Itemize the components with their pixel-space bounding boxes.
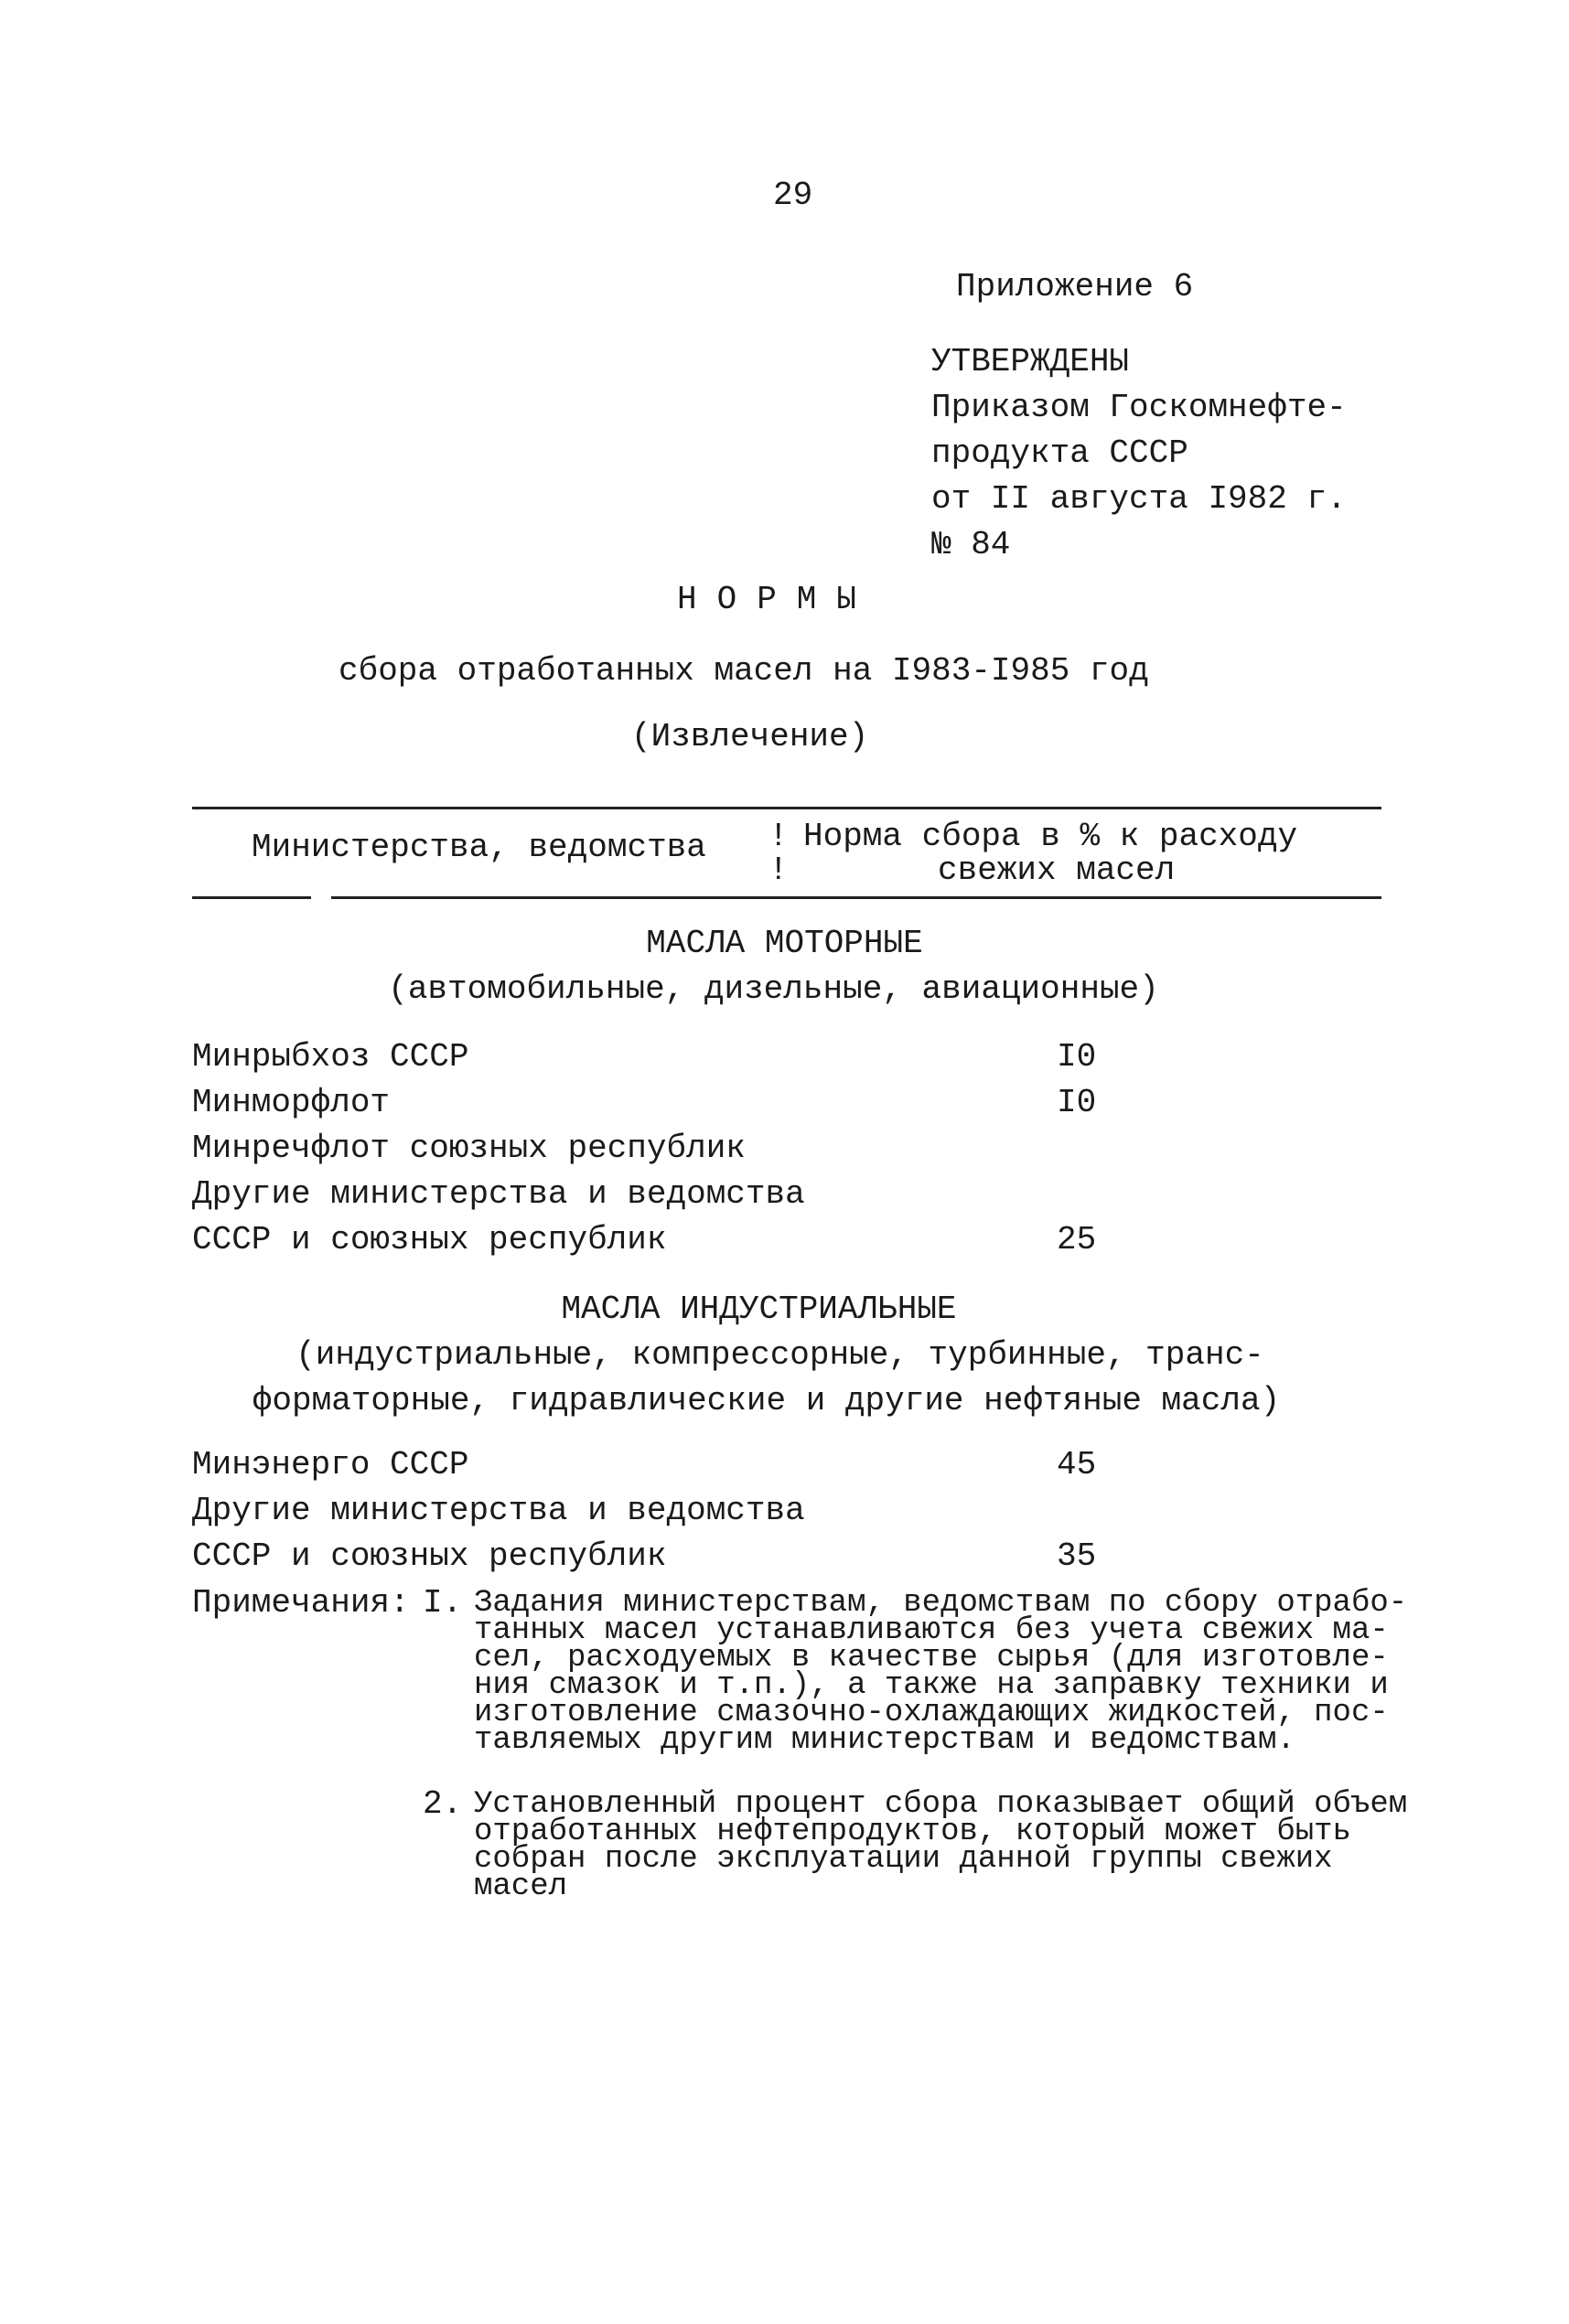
section-subtitle: (индустриальные, компрессорные, турбинные, транс-: [296, 1336, 1264, 1374]
note-number: I.: [423, 1584, 463, 1622]
table-row-value: I0: [1057, 1038, 1097, 1076]
table-row-value: 25: [1057, 1221, 1097, 1258]
note-line: Установленный процент сбора показывает общий объем: [474, 1787, 1408, 1822]
section-title-industrial-oils: МАСЛА ИНДУСТРИАЛЬНЫЕ: [561, 1291, 957, 1328]
table-row-label: СССР и союзных республик: [192, 1537, 667, 1575]
table-top-rule: [192, 807, 1381, 809]
approval-block: [931, 340, 1347, 569]
note-line: ния смазок и т.п.), а также на заправку техники и: [474, 1668, 1389, 1703]
note-line: изготовление смазочно-охлаждающих жидкостей, пос-: [474, 1696, 1389, 1730]
note-line: сел, расходуемых в качестве сырья (для изготовле-: [474, 1641, 1389, 1676]
table-row-label: Минморфлот: [192, 1084, 391, 1121]
section-subtitle: форматорные, гидравлические и другие нефтяные масла): [252, 1382, 1281, 1419]
table-row-label: Минречфлот союзных республик: [192, 1130, 746, 1167]
note-text: [474, 1787, 1408, 1904]
note-number: 2.: [423, 1785, 463, 1823]
column-header-ministries: Министерства, ведомства: [252, 829, 706, 866]
table-row-label: Минрыбхоз СССР: [192, 1038, 469, 1076]
approval-line: продукта СССР: [931, 434, 1188, 472]
column-separator: !: [768, 818, 789, 855]
section-subtitle: (автомобильные, дизельные, авиационные): [388, 970, 1159, 1008]
note-line: Задания министерствам, ведомствам по сбору отрабо-: [474, 1586, 1408, 1621]
column-header-norm: Норма сбора в % к расходу: [803, 818, 1298, 855]
note-line: тавляемых другим министерствам и ведомствам.: [474, 1723, 1295, 1758]
table-row-label: Другие министерства и ведомства: [192, 1492, 805, 1529]
table-header-rule: [192, 896, 311, 899]
table-row-value: I0: [1057, 1084, 1097, 1121]
extract-note: (Извлечение): [631, 718, 869, 755]
document-subtitle: сбора отработанных масел на I983-I985 год: [339, 652, 1149, 690]
note-text: [474, 1586, 1408, 1758]
approval-line: от II августа I982 г.: [931, 480, 1347, 518]
appendix-label: Приложение 6: [956, 268, 1194, 305]
note-line: танных масел устанавливаются без учета свежих ма-: [474, 1613, 1389, 1648]
table-header-rule: [331, 896, 1381, 899]
section-title-motor-oils: МАСЛА МОТОРНЫЕ: [646, 925, 923, 962]
note-line: масел: [474, 1869, 568, 1904]
note-line: собран после эксплуатации данной группы свежих: [474, 1842, 1333, 1877]
table-row-label: Минэнерго СССР: [192, 1446, 469, 1483]
table-row-value: 35: [1057, 1537, 1097, 1575]
approval-line: Приказом Госкомнефте-: [931, 389, 1347, 426]
note-line: отработанных нефтепродуктов, который может быть: [474, 1815, 1351, 1849]
column-separator: !: [768, 851, 789, 889]
document-title: НОРМЫ: [677, 581, 877, 618]
table-row-value: 45: [1057, 1446, 1097, 1483]
notes-label: Примечания:: [192, 1584, 410, 1622]
column-header-norm-cont: свежих масел: [938, 851, 1176, 889]
table-row-label: СССР и союзных республик: [192, 1221, 667, 1258]
approval-line: № 84: [931, 526, 1011, 563]
approval-line: УТВЕРЖДЕНЫ: [931, 343, 1130, 380]
table-row-label: Другие министерства и ведомства: [192, 1175, 805, 1213]
page-number: 29: [773, 177, 813, 214]
